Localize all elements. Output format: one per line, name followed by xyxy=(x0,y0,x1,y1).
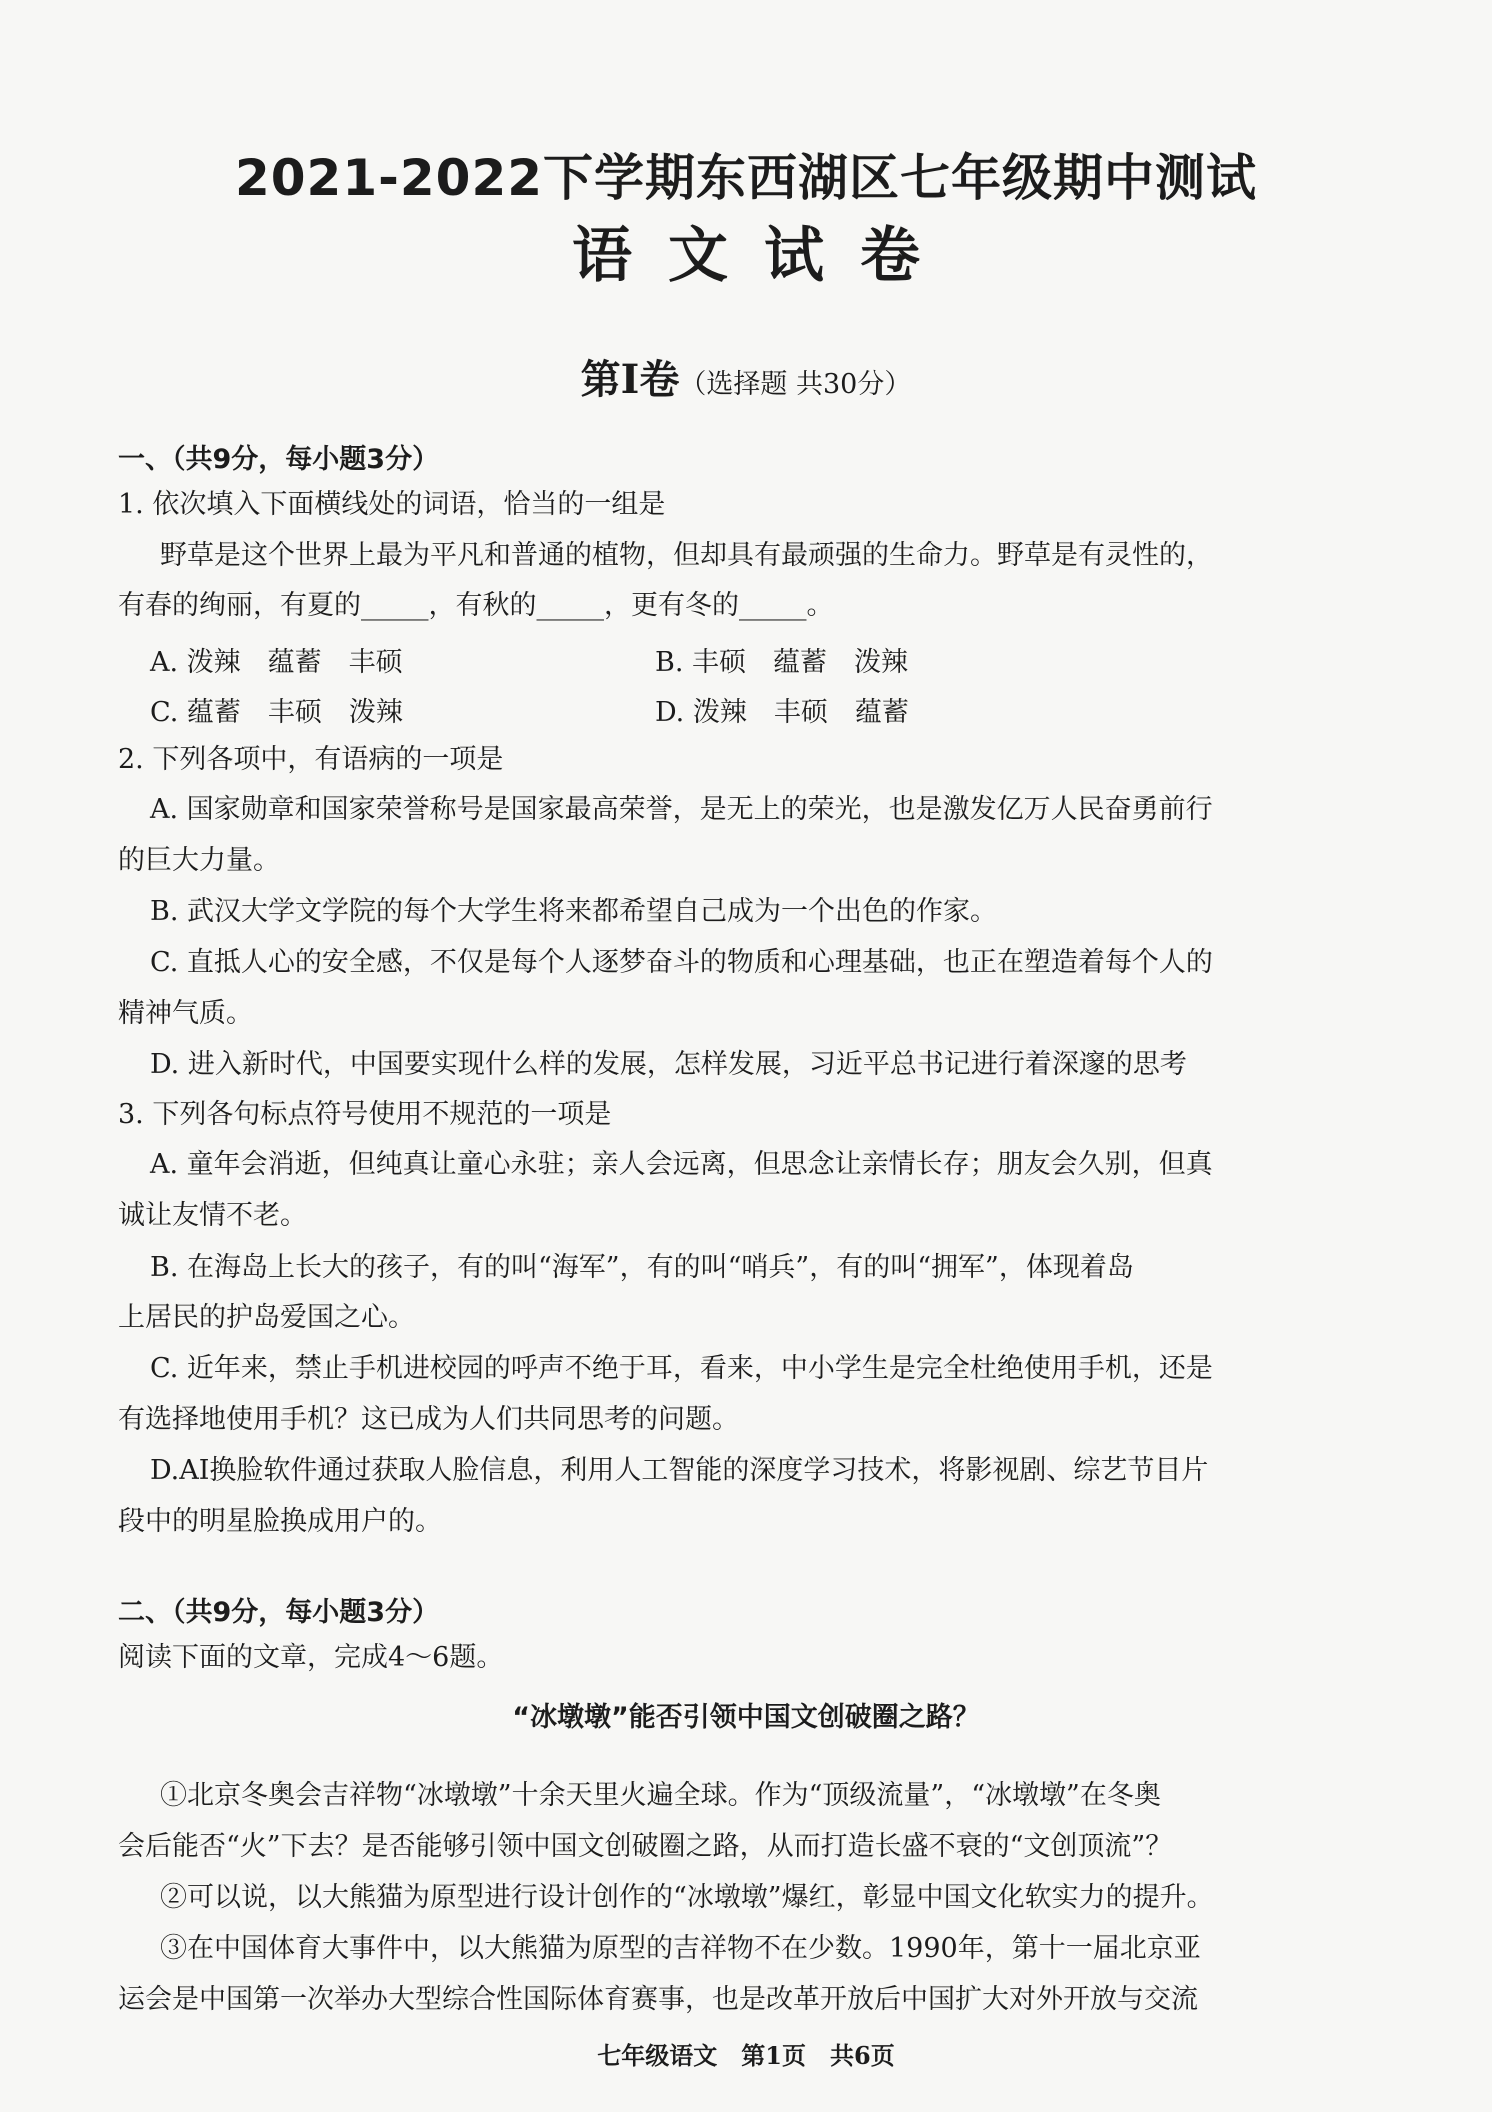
article-title: “冰墩墩”能否引领中国文创破圈之路？ xyxy=(512,1702,980,1733)
q2-option-c-line1: C. 直抵人心的安全感，不仅是每个人逐梦奋斗的物质和心理基础，也正在塑造着每个人的 xyxy=(150,947,1213,978)
q1-option-b: B. 丰硕 蕴蓄 泼辣 xyxy=(655,647,909,678)
article-p3-line2: 运会是中国第一次举办大型综合性国际体育赛事，也是改革开放后中国扩大对外开放与交流 xyxy=(118,1984,1198,2015)
q2-option-d: D. 进入新时代，中国要实现什么样的发展，怎样发展，习近平总书记进行着深邃的思考 xyxy=(150,1049,1187,1080)
article-p1-line2: 会后能否“火”下去？是否能够引领中国文创破圈之路，从而打造长盛不衰的“文创顶流”？ xyxy=(118,1831,1173,1862)
section2-intro: 阅读下面的文章，完成4～6题。 xyxy=(118,1642,504,1673)
volume-sub: （选择题 共30分） xyxy=(679,369,912,400)
section1-heading: 一、（共9分，每小题3分） xyxy=(118,444,440,475)
q3-option-d-line2: 段中的明星脸换成用户的。 xyxy=(118,1506,442,1537)
q1-passage-line1: 野草是这个世界上最为平凡和普通的植物，但却具有最顽强的生命力。野草是有灵性的， xyxy=(160,540,1213,571)
article-p2: ②可以说，以大熊猫为原型进行设计创作的“冰墩墩”爆红，彰显中国文化软实力的提升。 xyxy=(160,1882,1214,1913)
q2-option-a-line1: A. 国家勋章和国家荣誉称号是国家最高荣誉，是无上的荣光，也是激发亿万人民奋勇前行 xyxy=(150,794,1213,825)
q3-option-b-line2: 上居民的护岛爱国之心。 xyxy=(118,1302,415,1333)
q2-option-c-line2: 精神气质。 xyxy=(118,998,253,1029)
q3-option-a-line2: 诚让友情不老。 xyxy=(118,1200,307,1231)
volume-heading xyxy=(0,348,1492,405)
q3-option-b-line1: B. 在海岛上长大的孩子，有的叫“海军”，有的叫“哨兵”，有的叫“拥军”，体现着岛 xyxy=(150,1252,1134,1283)
q1-option-a: A. 泼辣 蕴蓄 丰硕 xyxy=(150,647,403,678)
q1-stem: 1. 依次填入下面横线处的词语，恰当的一组是 xyxy=(118,489,666,520)
q1-option-c: C. 蕴蓄 丰硕 泼辣 xyxy=(150,697,403,728)
q2-stem: 2. 下列各项中，有语病的一项是 xyxy=(118,744,504,775)
article-p3-line1: ③在中国体育大事件中，以大熊猫为原型的吉祥物不在少数。1990年，第十一届北京亚 xyxy=(160,1933,1201,1964)
q3-option-d-line1: D.AI换脸软件通过获取人脸信息，利用人工智能的深度学习技术，将影视剧、综艺节目片 xyxy=(150,1455,1209,1486)
q3-option-c-line1: C. 近年来，禁止手机进校园的呼声不绝于耳，看来，中小学生是完全杜绝使用手机，还是 xyxy=(150,1353,1213,1384)
q3-stem: 3. 下列各句标点符号使用不规范的一项是 xyxy=(118,1099,612,1130)
q1-passage-line2: 有春的绚丽，有夏的_____，有秋的_____，更有冬的_____。 xyxy=(118,590,834,621)
subject-title: 语文试卷 xyxy=(572,221,956,291)
exam-title: 2021-2022下学期东西湖区七年级期中测试 xyxy=(234,149,1258,207)
page-footer: 七年级语文 第1页 共6页 xyxy=(597,2041,895,2070)
volume-main: 第Ⅰ卷 xyxy=(580,356,680,403)
q2-option-a-line2: 的巨大力量。 xyxy=(118,845,280,876)
q3-option-a-line1: A. 童年会消逝，但纯真让童心永驻；亲人会远离，但思念让亲情长存；朋友会久别，但真 xyxy=(150,1149,1213,1180)
q1-option-d: D. 泼辣 丰硕 蕴蓄 xyxy=(655,697,909,728)
section2-heading: 二、（共9分，每小题3分） xyxy=(118,1597,440,1628)
q3-option-c-line2: 有选择地使用手机？这已成为人们共同思考的问题。 xyxy=(118,1404,739,1435)
q2-option-b: B. 武汉大学文学院的每个大学生将来都希望自己成为一个出色的作家。 xyxy=(150,896,998,927)
article-p1-line1: ①北京冬奥会吉祥物“冰墩墩”十余天里火遍全球。作为“顶级流量”，“冰墩墩”在冬奥 xyxy=(160,1780,1161,1811)
